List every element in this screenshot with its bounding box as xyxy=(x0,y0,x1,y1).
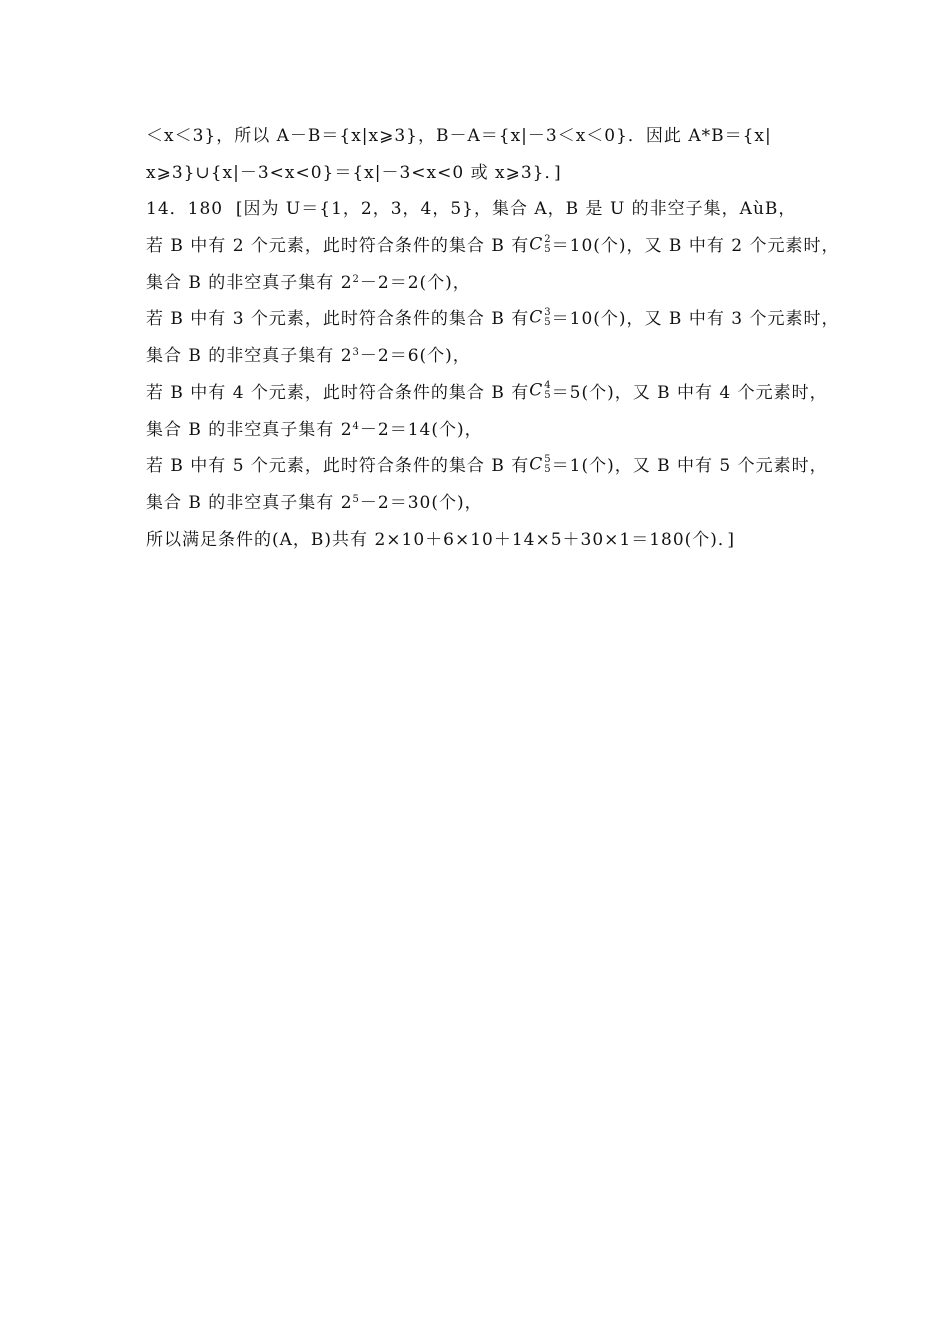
exponent: 4 xyxy=(352,420,360,432)
text-segment: －2＝30(个)， xyxy=(359,492,483,513)
text-line-6 xyxy=(146,301,840,338)
combination-sub: 5 xyxy=(544,316,552,328)
combination-sup: 5 xyxy=(544,453,552,465)
text-segment: 集合 B 的非空真子集有 2 xyxy=(146,272,353,293)
text-segment: 集合 B 的非空真子集有 2 xyxy=(146,346,353,367)
combination-symbol xyxy=(529,455,551,475)
combination-sup: 4 xyxy=(544,380,552,392)
text-line-7 xyxy=(146,338,826,375)
text-line-5 xyxy=(146,265,826,302)
text-segment: ＝10(个)，又 B 中有 2 个元素时， xyxy=(551,236,840,257)
text-segment: x⩾3}∪{x|－3<x<0}＝{x|－3<x<0 或 x⩾3}．] xyxy=(146,162,562,183)
text-line-10 xyxy=(146,448,826,485)
combination-letter: C xyxy=(529,307,544,328)
text-line-3 xyxy=(146,191,826,228)
combination-sup: 2 xyxy=(544,233,552,245)
exponent: 3 xyxy=(352,347,360,359)
text-segment: ＝5(个)，又 B 中有 4 个元素时， xyxy=(551,382,828,403)
solution-text xyxy=(146,118,840,558)
text-segment: ＝10(个)，又 B 中有 3 个元素时， xyxy=(551,309,840,330)
text-line-8 xyxy=(146,375,826,412)
text-segment: 集合 B 的非空真子集有 2 xyxy=(146,492,353,513)
text-segment: 若 B 中有 4 个元素，此时符合条件的集合 B 有 xyxy=(146,382,530,403)
combination-letter: C xyxy=(529,380,544,401)
combination-sup: 3 xyxy=(544,306,552,318)
text-line-2 xyxy=(146,155,826,192)
combination-letter: C xyxy=(529,234,544,255)
combination-sub: 5 xyxy=(544,390,552,402)
text-segment: 集合 B 的非空真子集有 2 xyxy=(146,419,353,440)
combination-symbol xyxy=(529,235,551,255)
exponent: 2 xyxy=(352,273,360,285)
combination-symbol xyxy=(529,308,551,328)
text-segment: －2＝2(个)， xyxy=(359,272,471,293)
text-line-4 xyxy=(146,228,840,265)
combination-sub: 5 xyxy=(544,463,552,475)
exponent: 5 xyxy=(352,493,360,505)
text-line-11 xyxy=(146,485,826,522)
combination-sub: 5 xyxy=(544,243,552,255)
text-segment: 所以满足条件的(A，B)共有 2×10＋6×10＋14×5＋30×1＝180(个)．] xyxy=(146,529,736,550)
text-segment: ＝1(个)，又 B 中有 5 个元素时， xyxy=(551,456,828,477)
text-segment: 若 B 中有 3 个元素，此时符合条件的集合 B 有 xyxy=(146,309,530,330)
text-segment: 若 B 中有 2 个元素，此时符合条件的集合 B 有 xyxy=(146,236,530,257)
text-segment: 若 B 中有 5 个元素，此时符合条件的集合 B 有 xyxy=(146,456,530,477)
text-segment: －2＝14(个)， xyxy=(359,419,483,440)
text-segment: ＜x＜3}，所以 A－B＝{x|x⩾3}，B－A＝{x|－3＜x＜0}．因此 A*B＝{x| xyxy=(146,126,772,146)
combination-letter: C xyxy=(529,454,544,475)
text-segment: 14．180 [因为 U＝{1，2，3，4，5}，集合 A，B 是 U 的非空子集，AùB， xyxy=(146,199,797,220)
text-line-9 xyxy=(146,412,826,449)
combination-symbol xyxy=(529,381,551,401)
text-line-1 xyxy=(146,118,826,155)
text-segment: －2＝6(个)， xyxy=(359,346,471,367)
text-line-12 xyxy=(146,522,826,559)
